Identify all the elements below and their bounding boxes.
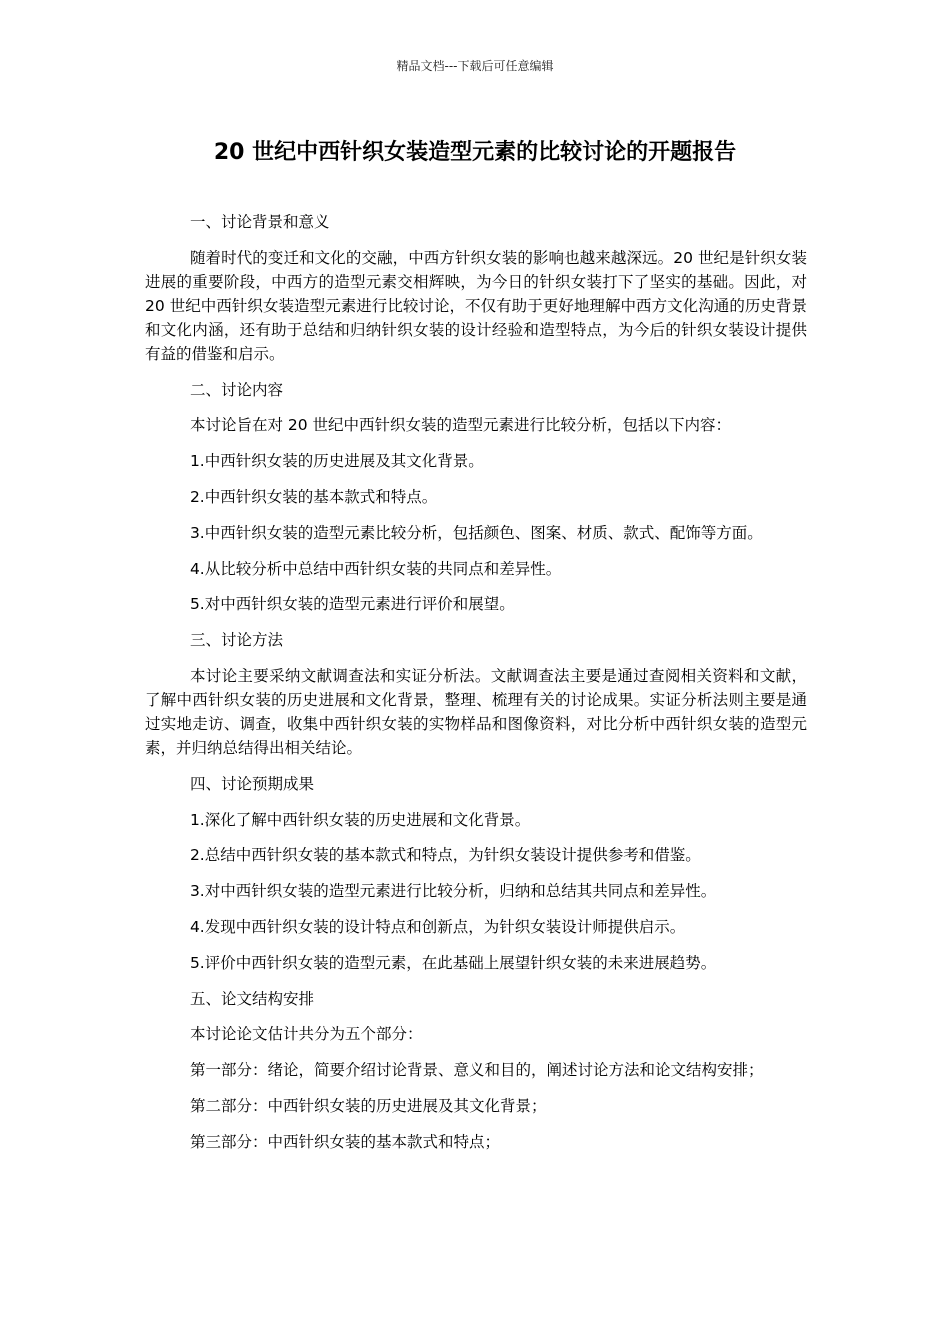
section-heading-outcomes: 四、讨论预期成果: [189, 774, 314, 793]
outcome-list-item-5: 5.评价中西针织女装的造型元素，在此基础上展望针织女装的未来进展趋势。: [189, 953, 717, 972]
structure-part-1: 第一部分：绪论，简要介绍讨论背景、意义和目的，阐述讨论方法和论文结构安排；: [189, 1061, 764, 1080]
outcome-list-item-2: 2.总结中西针织女装的基本款式和特点，为针织女装设计提供参考和借鉴。: [189, 846, 701, 865]
content-list-item-5: 5.对中西针织女装的造型元素进行评价和展望。: [189, 595, 515, 614]
paragraph-structure-intro: 本讨论论文估计共分为五个部分：: [189, 1025, 423, 1044]
page-header-note: 精品文档---下载后可任意编辑: [396, 59, 554, 73]
structure-part-2: 第二部分：中西针织女装的历史进展及其文化背景；: [189, 1096, 547, 1115]
section-heading-structure: 五、论文结构安排: [189, 989, 314, 1008]
content-list-item-3: 3.中西针织女装的造型元素比较分析，包括颜色、图案、材质、款式、配饰等方面。: [189, 523, 763, 542]
content-list-item-4: 4.从比较分析中总结中西针织女装的共同点和差异性。: [189, 559, 562, 578]
section-heading-content: 二、讨论内容: [189, 380, 283, 399]
outcome-list-item-3: 3.对中西针织女装的造型元素进行比较分析，归纳和总结其共同点和差异性。: [189, 882, 717, 901]
paragraph-content-intro: 本讨论旨在对 20 世纪中西针织女装的造型元素进行比较分析，包括以下内容：: [189, 416, 732, 435]
content-list-item-2: 2.中西针织女装的基本款式和特点。: [189, 487, 438, 506]
document-body: [145, 210, 807, 1166]
document-title: 20 世纪中西针织女装造型元素的比较讨论的开题报告: [213, 140, 737, 165]
outcome-list-item-4: 4.发现中西针织女装的设计特点和创新点，为针织女装设计师提供启示。: [189, 917, 686, 936]
content-list-item-1: 1.中西针织女装的历史进展及其文化背景。: [189, 452, 484, 471]
paragraph-background: 随着时代的变迁和文化的交融，中西方针织女装的影响也越来越深远。20 世纪是针织女装进展的重要阶段，中西方的造型元素交相辉映，为今日的针织女装打下了坚实的基础。因此，对 20 世纪中西针织女装造型元素进行比较讨论，不仅有助于更好地理解中西方文化沟通的历史背景和文化内涵，还有助于总结和归纳针织女装的设计经验和造型特点，为今后的针织女装设计提供有益的借鉴和启示。: [145, 248, 807, 363]
structure-part-3: 第三部分：中西针织女装的基本款式和特点；: [189, 1132, 500, 1151]
section-heading-method: 三、讨论方法: [189, 631, 283, 650]
outcome-list-item-1: 1.深化了解中西针织女装的历史进展和文化背景。: [189, 810, 531, 829]
paragraph-method: 本讨论主要采纳文献调查法和实证分析法。文献调查法主要是通过查阅相关资料和文献，了解中西针织女装的历史进展和文化背景，整理、梳理有关的讨论成果。实证分析法则主要是通过实地走访、调查，收集中西针织女装的实物样品和图像资料，对比分析中西针织女装的造型元素，并归纳总结得出相关结论。: [145, 666, 807, 757]
section-heading-background: 一、讨论背景和意义: [189, 213, 330, 231]
